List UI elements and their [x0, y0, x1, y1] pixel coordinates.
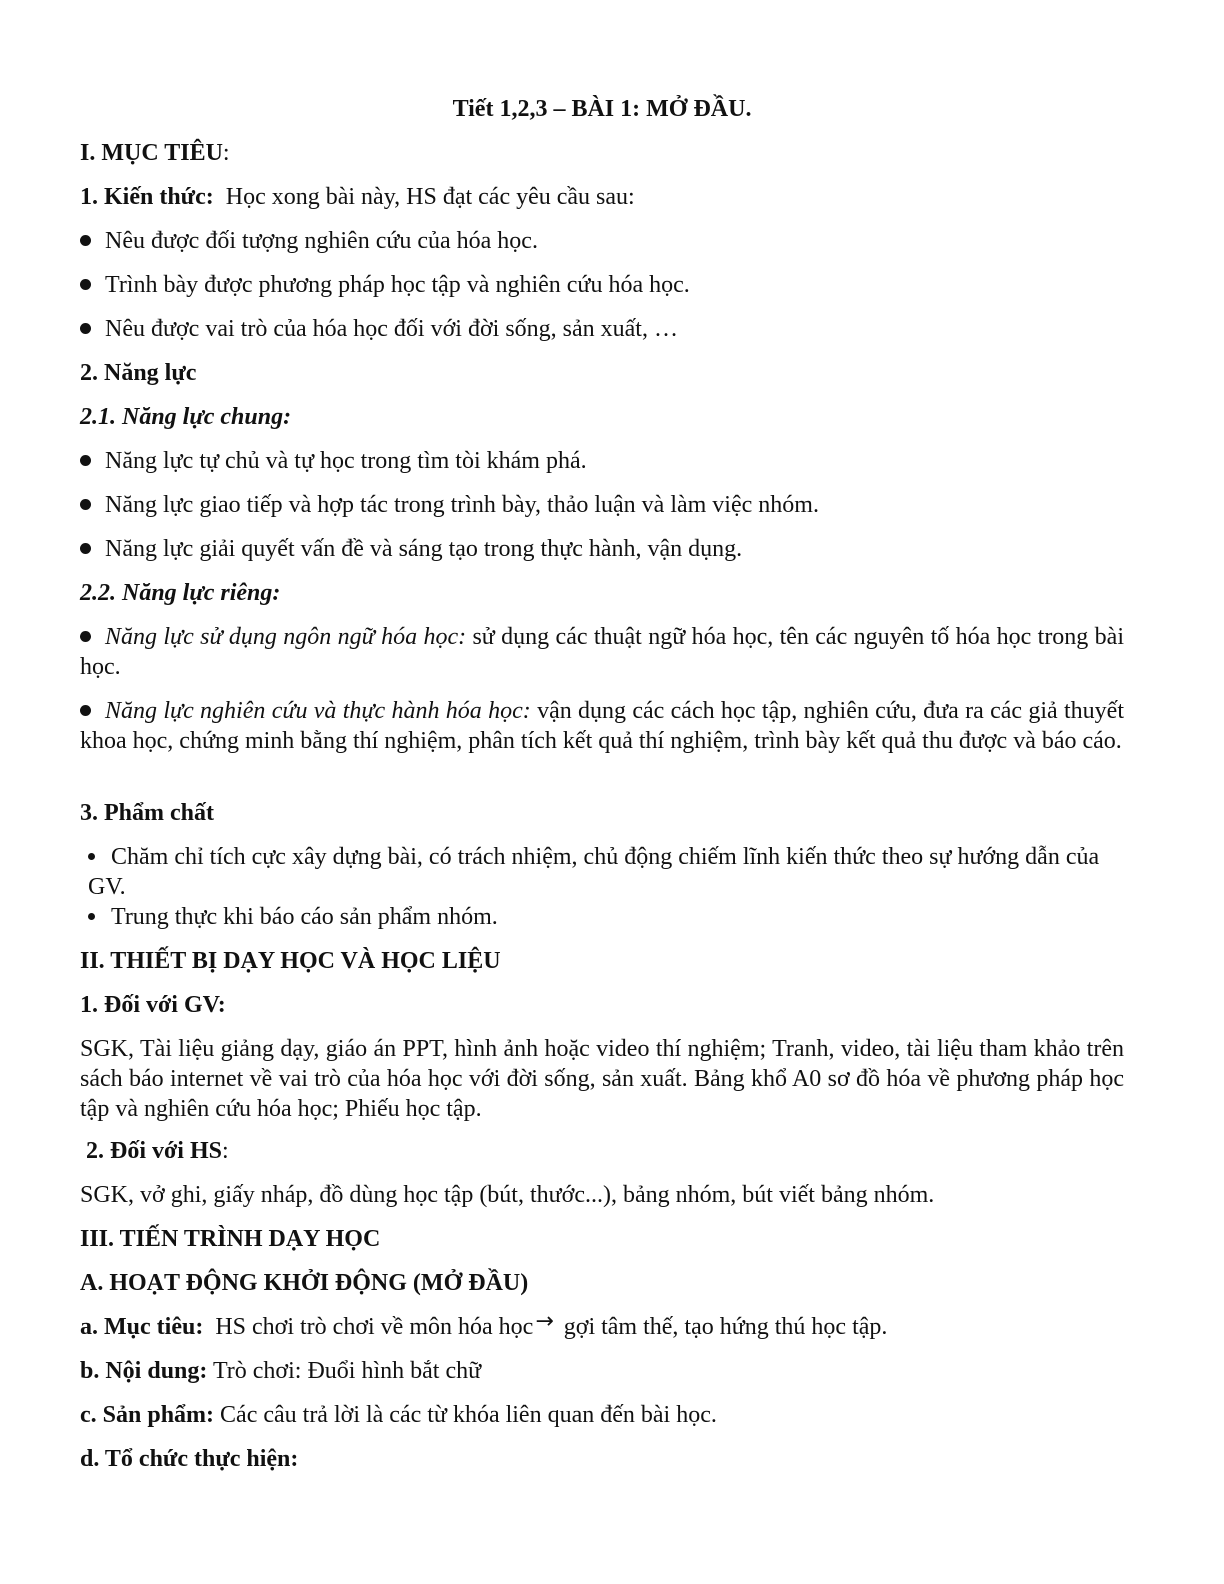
- content-line: b. Nội dung: Trò chơi: Đuổi hình bắt chữ: [80, 1358, 482, 1384]
- knowledge-item: Nêu được vai trò của hóa học đối với đời sống, sản xuất, …: [80, 314, 678, 344]
- student-heading: 2. Đối với HS:: [86, 1138, 229, 1164]
- specific-competency-item: Năng lực sử dụng ngôn ngữ hóa học: sử dụng các thuật ngữ hóa học, tên các nguyên tố hóa học trong bài học.: [80, 624, 1124, 680]
- knowledge-text: Học xong bài này, HS đạt các yêu cầu sau:: [225, 184, 635, 210]
- bullet-icon: [80, 323, 91, 334]
- bullet-icon: [80, 705, 91, 716]
- organization-heading: d. Tổ chức thực hiện:: [80, 1446, 299, 1472]
- section-1-heading: I. MỤC TIÊU:: [80, 140, 230, 166]
- qualities-item: Trung thực khi báo cáo sản phẩm nhóm.: [88, 902, 1118, 932]
- bullet-icon: [80, 455, 91, 466]
- right-arrow-icon: →: [535, 1309, 554, 1334]
- bullet-icon: [80, 235, 91, 246]
- activity-a-heading: A. HOẠT ĐỘNG KHỞI ĐỘNG (MỞ ĐẦU): [80, 1270, 529, 1296]
- bullet-icon: [88, 913, 95, 920]
- student-materials-text: SGK, vở ghi, giấy nháp, đồ dùng học tập (bút, thước...), bảng nhóm, bút viết bảng nhóm.: [80, 1182, 935, 1208]
- teacher-materials-text: SGK, Tài liệu giảng dạy, giáo án PPT, hình ảnh hoặc video thí nghiệm; Tranh, video, tài liệu tham khảo trên sách báo internet về vai trò của hóa học với đời sống, sản xuất. Bảng khổ A0 sơ đồ hóa về phương pháp học tập và nghiên cứu hóa học; Phiếu học tập.: [80, 1036, 1124, 1122]
- bullet-icon: [80, 631, 91, 642]
- bullet-icon: [80, 499, 91, 510]
- knowledge-label: 1. Kiến thức:: [80, 184, 214, 210]
- section-2-heading: II. THIẾT BỊ DẠY HỌC VÀ HỌC LIỆU: [80, 948, 501, 974]
- general-competency-item: Năng lực giao tiếp và hợp tác trong trình bày, thảo luận và làm việc nhóm.: [80, 490, 819, 520]
- knowledge-item: Trình bày được phương pháp học tập và nghiên cứu hóa học.: [80, 270, 690, 300]
- general-competency-item: Năng lực giải quyết vấn đề và sáng tạo trong thực hành, vận dụng.: [80, 534, 742, 564]
- competency-heading: 2. Năng lực: [80, 360, 197, 386]
- specific-competency-item: Năng lực nghiên cứu và thực hành hóa học: vận dụng các cách học tập, nghiên cứu, đưa ra các giả thuyết khoa học, chứng minh bằng thí nghiệm, phân tích kết quả thí nghiệm, trình bày kết quả thu được và báo cáo.: [80, 698, 1125, 754]
- qualities-item: Chăm chỉ tích cực xây dựng bài, có trách nhiệm, chủ động chiếm lĩnh kiến thức theo sự hướng dẫn của GV.: [88, 844, 1100, 900]
- product-line: c. Sản phẩm: Các câu trả lời là các từ khóa liên quan đến bài học.: [80, 1402, 717, 1428]
- lesson-title: Tiết 1,2,3 – BÀI 1: MỞ ĐẦU.: [452, 96, 752, 122]
- qualities-heading: 3. Phẩm chất: [80, 800, 214, 826]
- section-3-heading: III. TIẾN TRÌNH DẠY HỌC: [80, 1226, 381, 1252]
- objective-line: a. Mục tiêu: HS chơi trò chơi về môn hóa học→ gợi tâm thế, tạo hứng thú học tập.: [80, 1309, 888, 1340]
- bullet-icon: [88, 853, 95, 860]
- knowledge-item: Nêu được đối tượng nghiên cứu của hóa học.: [80, 226, 538, 256]
- general-competency-item: Năng lực tự chủ và tự học trong tìm tòi khám phá.: [80, 446, 587, 476]
- knowledge-line: [80, 182, 635, 212]
- teacher-heading: 1. Đối với GV:: [80, 992, 226, 1018]
- bullet-icon: [80, 543, 91, 554]
- general-competency-heading: 2.1. Năng lực chung:: [80, 404, 292, 430]
- specific-competency-heading: 2.2. Năng lực riêng:: [80, 580, 281, 606]
- bullet-icon: [80, 279, 91, 290]
